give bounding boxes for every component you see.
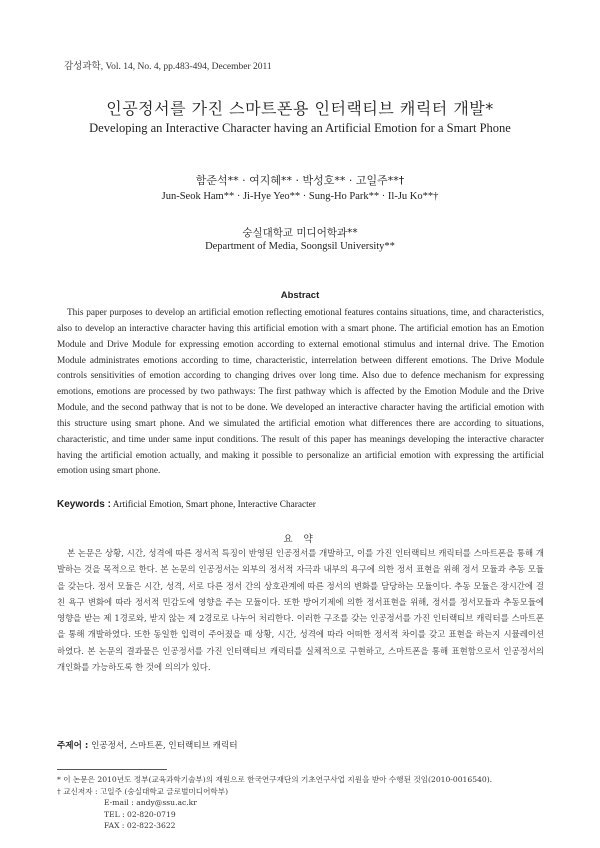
abstract-heading: Abstract [280, 290, 320, 301]
title-english: Developing an Interactive Character having an Artificial Emotion for a Smart Phone [89, 121, 511, 135]
keywords-line [57, 499, 316, 510]
authors-english: Jun-Seok Ham** · Ji-Hye Yeo** · Sung-Ho Park** · Il-Ju Ko**† [161, 191, 439, 202]
authors-korean: 함준석** · 여지혜** · 박성호** · 고일주**† [195, 174, 405, 187]
affiliation-korean: 숭실대학교 미디어학과** [242, 227, 358, 239]
keywords-label: Keywords : [57, 499, 111, 510]
footnote-funding: * 이 논문은 2010년도 정부(교육과학기술부)의 재원으로 한국연구재단의 기초연구사업 지원을 받아 수행된 것임(2010-0016540). [57, 775, 493, 784]
affiliation-english: Department of Media, Soongsil University** [205, 241, 395, 252]
korean-keywords-text: 인공정서, 스마트폰, 인터랙티브 캐릭터 [91, 741, 238, 751]
journal-citation: 감성과학, Vol. 14, No. 4, pp.483-494, December 2011 [64, 62, 272, 72]
korean-abstract-text: 본 논문은 상황, 시간, 성격에 따른 정서적 특징이 반영된 인공정서를 개발하고, 이를 가진 인터랙티브 캐릭터를 스마트폰을 통해 개발하는 것을 목적으로 한다. 본 논문의 인공정서는 외부의 정서적 자극과 내부의 욕구에 의한 정서 표현을 위해 정서 모듈과 추동 모듈을 갖는다. 정서 모듈은 시간, 성격, 서로 다른 정서 간의 상호관계에 따른 정서의 변화를 담당하는 모듈이다. 추동 모듈은 장시간에 걸친 욕구 변화에 따라 정서적 민감도에 영향을 주는 모듈이다. 또한 방어기제에 의한 정서표현을 위해, 정서를 정서모듈과 추동모듈에 영향을 받는 제 1경로와, 받지 않는 제 2경로로 나누어 처리한다. 이러한 구조를 갖는 인공정서를 가진 인터랙티브 캐릭터를 스마트폰을 통해 개발하였다. 또한 동일한 입력이 주어졌을 때 상황, 시간, 성격에 따라 어떠한 정서적 차이를 갖고 표현을 하는지 시뮬레이션 하였다. 본 논문의 결과물은 인공정서를 가진 인터랙티브 캐릭터를 실체적으로 구현하고, 스마트폰을 통해 표현함으로서 인공정서의 개인화를 가능하도록 한 것에 의의가 있다. [57, 548, 544, 673]
korean-keywords-line [57, 739, 238, 751]
korean-keywords-label: 주제어 : [57, 741, 89, 751]
footnote-divider [57, 769, 167, 770]
footnote-corresponding-author: † 교신저자 : 고일주 (숭실대학교 글로벌미디어학부) [57, 786, 229, 796]
korean-abstract-heading: 요 약 [283, 534, 317, 545]
abstract-text: This paper purposes to develop an artificial emotion reflecting emotional features contains situations, time, and characteristics, also to develop an interactive character having this artificial emotion with a smart phone. The artificial emotion has an Emotion Module and Drive Module for expressing emotion according to external emotional stimulus and internal drive. The Emotion Module administrates emotions according to time, characteristic, interrelation between different emotions. The Drive Module controls sensitivities of emotion according to changing drives over long time. Also due to defence mechanism for expressing emotions, emotions are processed by two pathways: The first pathway which is affected by the Emotion Module and the Drive Module, and the second pathway that is not to be done. We developed an interactive character having the artificial emotion with this structure using smart phone. And we simulated the artificial emotion what differences there are according to situations, characteristic, and time under same input conditions. The result of this paper has meanings developing the interactive character having the artificial emotion actually, and making it possible to personalize an artificial emotion with expressing the artificial emotion using smart phone. [57, 308, 544, 477]
footnote-email: E-mail : andy@ssu.ac.kr [104, 798, 197, 807]
footnote-tel: TEL : 02-820-0719 [104, 809, 176, 819]
keywords-text: Artificial Emotion, Smart phone, Interactive Character [112, 500, 316, 510]
footnote-fax: FAX : 02-822-3622 [104, 821, 176, 830]
footnotes [57, 774, 492, 832]
title-korean: 인공정서를 가진 스마트폰용 인터랙티브 캐릭터 개발* [106, 99, 494, 118]
